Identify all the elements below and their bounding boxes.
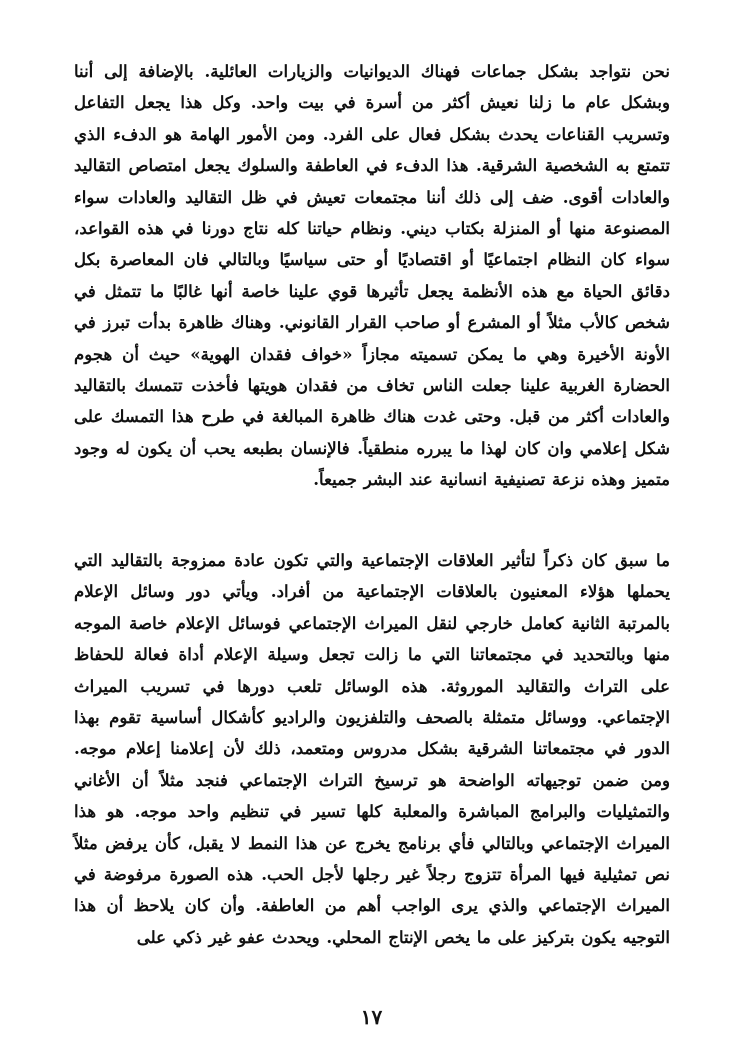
paragraph-1: نحن نتواجد بشكل جماعات فهناك الديوانيات والزيارات العائلية. بالإضافة إلى أننا وبشكل عام ما زلنا نعيش أكثر من أسرة في بيت واحد. وكل هذا يجعل التفاعل وتسريب القناعات يحدث بشكل فعال على الفرد. ومن الأمور الهامة هو الدفء الذي تتمتع به الشخصية الشرقية. هذا الدفء في العاطفة والسلوك يجعل امتصاص التقاليد والعادات أقوى. ضف إلى ذلك أننا مجتمعات تعيش في ظل التقاليد والعادات سواء المصنوعة منها أو المنزلة بكتاب ديني. ونظام حياتنا كله نتاج دورنا في هذه القواعد، سواء كان النظام اجتماعيًا أو اقتصاديًا أو حتى سياسيًا وبالتالي فان المعاصرة بكل دقائق الحياة مع هذه الأنظمة يجعل تأثيرها قوي علينا خاصة أنها غالبًا ما تتمثل في شخص كالأب مثلاً أو المشرع أو صاحب القرار القانوني. وهناك ظاهرة بدأت تبرز في الأونة الأخيرة وهي ما يمكن تسميته مجازاً «خواف فقدان الهوية» حيث أن هجوم الحضارة الغربية علينا جعلت الناس تخاف من فقدان هويتها فأخذت تتمسك بالتقاليد والعادات أكثر من قبل. وحتى غدت هناك ظاهرة المبالغة في طرح هذا التمسك على شكل إعلامي وان كان لهذا ما يبرره منطقياً. فالإنسان بطبعه يحب أن يكون له وجود متميز وهذه نزعة تصنيفية انسانية عند البشر جميعاً. xyxy=(74,61,670,490)
page-number: ١٧ xyxy=(360,1005,383,1029)
paragraph-2: ما سبق كان ذكراً لتأثير العلاقات الإجتماعية والتي تكون عادة ممزوجة بالتقاليد التي يحملها هؤلاء المعنيون بالعلاقات الإجتماعية من أفراد. ويأتي دور وسائل الإعلام بالمرتبة الثانية كعامل خارجي لنقل الميراث الإجتماعي فوسائل الإعلام خاصة الموجه منها وبالتحديد في مجتمعاتنا التي ما زالت تجعل وسيلة الإعلام أداة فعالة للحفاظ على التراث والتقاليد الموروثة. هذه الوسائل تلعب دورها في تسريب الميراث الإجتماعي. ووسائل متمثلة بالصحف والتلفزيون والراديو كأشكال أساسية تقوم بهذا الدور في مجتمعاتنا الشرقية بشكل مدروس ومتعمد، ذلك لأن إعلامنا إعلام موجه. ومن ضمن توجيهاته الواضحة هو ترسيخ التراث الإجتماعي فنجد مثلاً أن الأغاني والتمثيليات والبرامج المباشرة والمعلبة كلها تسير في تنظيم واحد موجه. هو هذا الميراث الإجتماعي وبالتالي فأي برنامج يخرج عن هذا النمط لا يقبل، كأن يرفض مثلاً نص تمثيلية فيها المرأة تتزوج رجلاً غير رجلها لأجل الحب. هذه الصورة مرفوضة في الميراث الإجتماعي والذي يرى الواجب أهم من العاطفة. وأن كان يلاحظ أن هذا التوجيه يكون بتركيز على ما يخص الإنتاج المحلي. ويحدث عفو غير ذكي على xyxy=(74,550,670,947)
